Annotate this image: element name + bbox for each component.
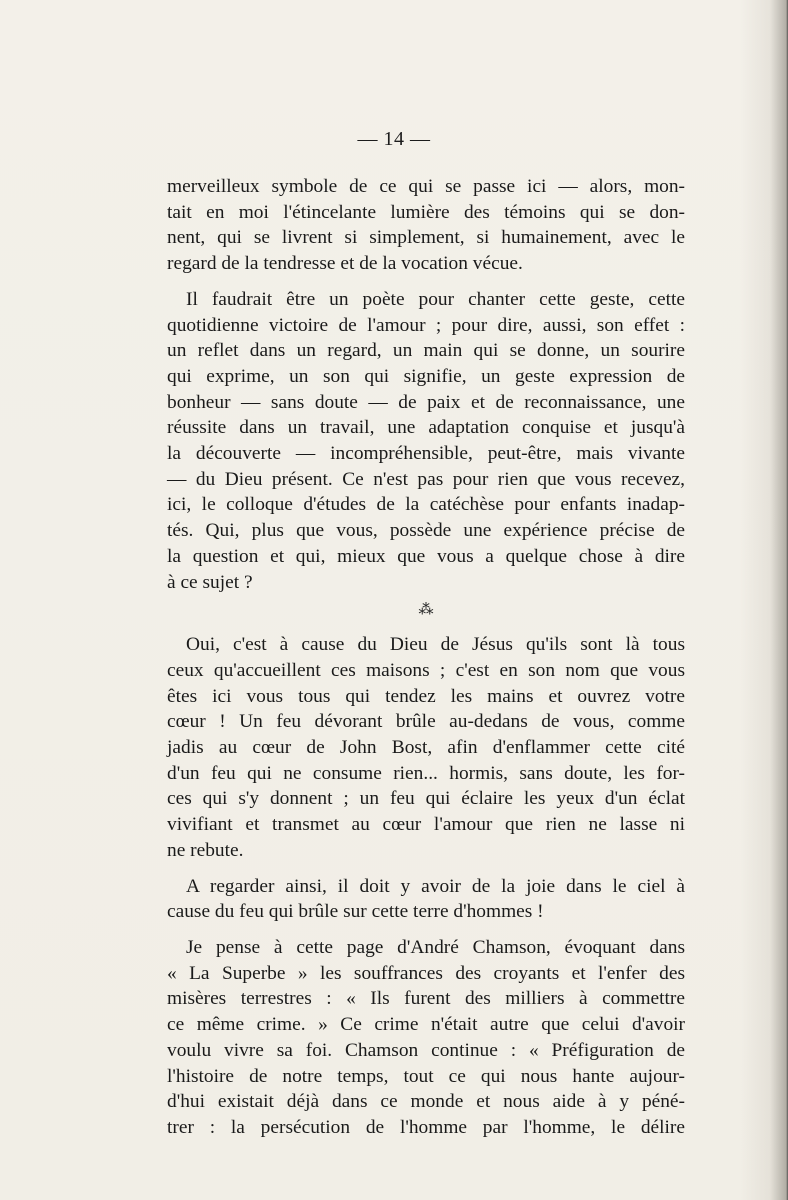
text-line: Je pense à cette page d'André Chamson, évoquant dans: [186, 936, 685, 958]
section-separator: ⁂: [418, 602, 434, 619]
text-line: — du Dieu présent. Ce n'est pas pour rien que vous recevez,: [167, 468, 685, 490]
text-line: voulu vivre sa foi. Chamson continue : « Préfiguration de: [167, 1039, 685, 1061]
text-line: Oui, c'est à cause du Dieu de Jésus qu'ils sont là tous: [186, 634, 685, 656]
text-line: la découverte — incompréhensible, peut-être, mais vivante: [167, 443, 685, 465]
text-line: tait en moi l'étincelante lumière des témoins qui se don-: [167, 201, 685, 223]
text-line: bonheur — sans doute — de paix et de reconnaissance, une: [167, 391, 685, 413]
text-line: qui exprime, un son qui signifie, un geste expression de: [167, 365, 685, 387]
text-line: regard de la tendresse et de la vocation vécue.: [167, 253, 523, 275]
text-line: la question et qui, mieux que vous a quelque chose à dire: [167, 545, 685, 567]
text-line: Il faudrait être un poète pour chanter cette geste, cette: [186, 288, 685, 310]
text-line: ceux qu'accueillent ces maisons ; c'est en son nom que vous: [167, 659, 685, 681]
text-line: un reflet dans un regard, un main qui se donne, un sourire: [167, 340, 685, 362]
text-line: cœur ! Un feu dévorant brûle au-dedans de vous, comme: [167, 711, 685, 733]
text-line: l'histoire de notre temps, tout ce qui nous hante aujour-: [167, 1065, 685, 1087]
text-line: « La Superbe » les souffrances des croyants et l'enfer des: [167, 962, 685, 984]
page-number: — 14 —: [357, 128, 431, 150]
text-line: ces qui s'y donnent ; un feu qui éclaire les yeux d'un éclat: [167, 788, 685, 810]
text-line: nent, qui se livrent si simplement, si humainement, avec le: [167, 227, 685, 249]
text-line: êtes ici vous tous qui tendez les mains et ouvrez votre: [167, 685, 685, 707]
text-line: à ce sujet ?: [167, 571, 253, 593]
text-line: misères terrestres : « Ils furent des milliers à commettre: [167, 988, 685, 1010]
text-line: A regarder ainsi, il doit y avoir de la joie dans le ciel à: [186, 875, 685, 897]
text-line: trer : la persécution de l'homme par l'homme, le délire: [167, 1116, 685, 1138]
text-line: ici, le colloque d'études de la catéchèse pour enfants inadap-: [167, 494, 685, 516]
text-line: ce même crime. » Ce crime n'était autre que celui d'avoir: [167, 1014, 685, 1036]
body-text: [167, 174, 685, 1141]
text-line: cause du feu qui brûle sur cette terre d'hommes !: [167, 901, 544, 923]
text-line: d'hui existait déjà dans ce monde et nous aide à y péné-: [167, 1091, 685, 1113]
text-line: ne rebute.: [167, 839, 244, 861]
text-line: vivifiant et transmet au cœur l'amour que rien ne lasse ni: [167, 814, 685, 836]
text-line: quotidienne victoire de l'amour ; pour dire, aussi, son effet :: [167, 314, 685, 336]
text-line: d'un feu qui ne consume rien... hormis, sans doute, les for-: [167, 762, 685, 784]
text-line: tés. Qui, plus que vous, possède une expérience précise de: [167, 520, 685, 542]
text-line: réussite dans un travail, une adaptation conquise et jusqu'à: [167, 417, 685, 439]
text-line: merveilleux symbole de ce qui se passe ici — alors, mon-: [167, 176, 685, 197]
text-line: jadis au cœur de John Bost, afin d'enflammer cette cité: [167, 737, 685, 759]
